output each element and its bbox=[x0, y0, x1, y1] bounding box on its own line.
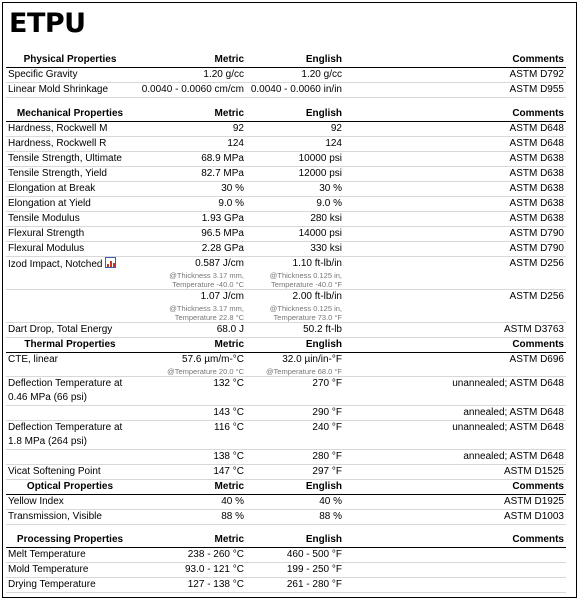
section-physical-properties bbox=[6, 53, 566, 98]
table-row bbox=[6, 212, 566, 227]
property-name bbox=[6, 510, 134, 525]
section-heading: Processing Properties bbox=[6, 533, 134, 548]
english-header: English bbox=[246, 480, 344, 495]
english-cell-value: 30 % bbox=[319, 183, 342, 194]
section-processing-properties bbox=[6, 533, 566, 593]
test-condition: @Temperature 20.0 °C bbox=[167, 367, 244, 376]
english-cell-value: 240 °F bbox=[312, 422, 342, 433]
section-heading: Physical Properties bbox=[6, 53, 134, 68]
english-cell bbox=[246, 563, 344, 578]
section-heading: Mechanical Properties bbox=[6, 107, 134, 122]
english-cell bbox=[246, 212, 344, 227]
metric-cell-value: 124 bbox=[227, 138, 244, 149]
english-cell bbox=[246, 578, 344, 593]
comment-cell bbox=[344, 563, 566, 578]
english-header: English bbox=[246, 533, 344, 548]
property-label: Hardness, Rockwell M bbox=[8, 123, 108, 134]
metric-cell bbox=[134, 548, 246, 563]
metric-cell-value: 68.0 J bbox=[216, 324, 244, 335]
property-label: CTE, linear bbox=[8, 354, 59, 365]
metric-cell bbox=[134, 578, 246, 593]
comment-cell: ASTM D638 bbox=[344, 212, 566, 227]
table-row bbox=[6, 495, 566, 510]
property-name bbox=[6, 323, 134, 338]
english-cell bbox=[246, 548, 344, 563]
metric-cell-value: 127 - 138 °C bbox=[187, 579, 244, 590]
property-name bbox=[6, 465, 134, 480]
table-header-row bbox=[6, 480, 566, 495]
test-condition: @Thickness 3.17 mm, bbox=[169, 271, 244, 280]
english-cell-value: 280 ksi bbox=[310, 213, 342, 224]
metric-header: Metric bbox=[134, 107, 246, 122]
comment-cell: ASTM D638 bbox=[344, 182, 566, 197]
metric-header: Metric bbox=[134, 53, 246, 68]
table-row bbox=[6, 68, 566, 83]
metric-cell bbox=[134, 450, 246, 465]
english-cell bbox=[246, 242, 344, 257]
metric-cell bbox=[134, 257, 246, 290]
metric-cell-value: 93.0 - 121 °C bbox=[184, 564, 244, 575]
property-name bbox=[6, 68, 134, 83]
metric-cell bbox=[134, 421, 246, 450]
table-row bbox=[6, 377, 566, 406]
table-row bbox=[6, 242, 566, 257]
english-cell bbox=[246, 122, 344, 137]
metric-cell bbox=[134, 152, 246, 167]
metric-cell bbox=[134, 242, 246, 257]
property-name bbox=[6, 353, 134, 377]
properties-table bbox=[6, 480, 566, 525]
property-label: Tensile Strength, Ultimate bbox=[8, 153, 122, 164]
test-condition: @Thickness 3.17 mm, bbox=[169, 304, 244, 313]
table-header-row bbox=[6, 338, 566, 353]
property-name bbox=[6, 182, 134, 197]
table-header-row bbox=[6, 107, 566, 122]
property-label: Vicat Softening Point bbox=[8, 466, 101, 477]
property-name bbox=[6, 167, 134, 182]
metric-cell-value: 1.93 GPa bbox=[201, 213, 244, 224]
comment-cell: annealed; ASTM D648 bbox=[344, 406, 566, 421]
english-cell-value: 261 - 280 °F bbox=[286, 579, 342, 590]
test-condition: @Thickness 0.125 in, bbox=[269, 304, 342, 313]
property-label: Hardness, Rockwell R bbox=[8, 138, 107, 149]
english-cell bbox=[246, 152, 344, 167]
metric-cell-value: 96.5 MPa bbox=[201, 228, 244, 239]
metric-cell-value: 9.0 % bbox=[218, 198, 244, 209]
test-condition: @Thickness 0.125 in, bbox=[269, 271, 342, 280]
properties-table bbox=[6, 533, 566, 593]
comment-cell: ASTM D792 bbox=[344, 68, 566, 83]
english-cell-value: 40 % bbox=[319, 496, 342, 507]
test-condition: @Temperature 68.0 °F bbox=[265, 367, 342, 376]
english-cell bbox=[246, 377, 344, 406]
comment-cell: ASTM D1525 bbox=[344, 465, 566, 480]
metric-cell-value: 0.587 J/cm bbox=[195, 258, 244, 269]
metric-cell-value: 1.07 J/cm bbox=[200, 291, 244, 302]
metric-cell bbox=[134, 182, 246, 197]
comment-cell bbox=[344, 578, 566, 593]
table-row bbox=[6, 353, 566, 377]
english-cell-value: 270 °F bbox=[312, 378, 342, 389]
english-cell-value: 1.10 ft-lb/in bbox=[292, 258, 342, 269]
property-name bbox=[6, 137, 134, 152]
table-row bbox=[6, 122, 566, 137]
english-header: English bbox=[246, 53, 344, 68]
property-name bbox=[6, 406, 134, 421]
english-cell bbox=[246, 197, 344, 212]
metric-cell-value: 68.9 MPa bbox=[201, 153, 244, 164]
metric-header: Metric bbox=[134, 338, 246, 353]
comment-cell: ASTM D1925 bbox=[344, 495, 566, 510]
metric-cell bbox=[134, 83, 246, 98]
english-cell-value: 32.0 µin/in-°F bbox=[282, 354, 342, 365]
table-row bbox=[6, 450, 566, 465]
property-label: Izod Impact, Notched bbox=[8, 259, 103, 270]
metric-cell-value: 92 bbox=[232, 123, 244, 134]
english-cell bbox=[246, 227, 344, 242]
section-heading: Optical Properties bbox=[6, 480, 134, 495]
english-cell-value: 88 % bbox=[319, 511, 342, 522]
metric-cell bbox=[134, 495, 246, 510]
metric-cell-value: 0.0040 - 0.0060 cm/cm bbox=[141, 84, 244, 95]
comment-cell: ASTM D648 bbox=[344, 137, 566, 152]
comment-cell: ASTM D256 bbox=[344, 257, 566, 290]
property-label: Mold Temperature bbox=[8, 564, 89, 575]
test-condition: Temperature 22.8 °C bbox=[174, 313, 244, 322]
english-cell-value: 124 bbox=[325, 138, 342, 149]
comment-cell: ASTM D638 bbox=[344, 197, 566, 212]
table-row bbox=[6, 83, 566, 98]
metric-cell-value: 2.28 GPa bbox=[201, 243, 244, 254]
english-cell bbox=[246, 290, 344, 323]
comment-cell: unannealed; ASTM D648 bbox=[344, 421, 566, 450]
metric-header: Metric bbox=[134, 533, 246, 548]
metric-cell bbox=[134, 323, 246, 338]
english-cell bbox=[246, 406, 344, 421]
property-label: Transmission, Visible bbox=[8, 511, 102, 522]
metric-cell bbox=[134, 563, 246, 578]
test-condition: Temperature -40.0 °C bbox=[172, 280, 244, 289]
metric-cell bbox=[134, 510, 246, 525]
section-heading: Thermal Properties bbox=[6, 338, 134, 353]
section-thermal-properties bbox=[6, 338, 566, 480]
table-row bbox=[6, 563, 566, 578]
property-label: Tensile Modulus bbox=[8, 213, 80, 224]
english-cell bbox=[246, 465, 344, 480]
property-name bbox=[6, 212, 134, 227]
metric-header: Metric bbox=[134, 480, 246, 495]
metric-cell-value: 30 % bbox=[221, 183, 244, 194]
english-cell bbox=[246, 83, 344, 98]
property-name bbox=[6, 548, 134, 563]
comment-cell: ASTM D256 bbox=[344, 290, 566, 323]
test-condition: Temperature 73.0 °F bbox=[273, 313, 342, 322]
comment-cell: ASTM D696 bbox=[344, 353, 566, 377]
metric-cell bbox=[134, 353, 246, 377]
metric-cell bbox=[134, 122, 246, 137]
english-cell-value: 290 °F bbox=[312, 407, 342, 418]
chart-icon[interactable] bbox=[105, 257, 116, 268]
metric-cell-value: 82.7 MPa bbox=[201, 168, 244, 179]
test-condition: Temperature -40.0 °F bbox=[271, 280, 342, 289]
comment-cell: ASTM D648 bbox=[344, 122, 566, 137]
metric-cell-value: 138 °C bbox=[213, 451, 244, 462]
table-row bbox=[6, 406, 566, 421]
table-row bbox=[6, 323, 566, 338]
english-header: English bbox=[246, 338, 344, 353]
table-row bbox=[6, 510, 566, 525]
property-name bbox=[6, 227, 134, 242]
table-row bbox=[6, 578, 566, 593]
english-cell-value: 2.00 ft-lb/in bbox=[292, 291, 342, 302]
property-label: Dart Drop, Total Energy bbox=[8, 324, 113, 335]
metric-cell-value: 1.20 g/cc bbox=[203, 69, 244, 80]
comment-cell bbox=[344, 548, 566, 563]
property-name bbox=[6, 197, 134, 212]
english-cell bbox=[246, 137, 344, 152]
comments-header: Comments bbox=[344, 533, 566, 548]
english-cell-value: 199 - 250 °F bbox=[286, 564, 342, 575]
table-row bbox=[6, 137, 566, 152]
english-cell bbox=[246, 510, 344, 525]
properties-table bbox=[6, 53, 566, 98]
metric-cell bbox=[134, 406, 246, 421]
section-mechanical-properties bbox=[6, 107, 566, 338]
page-title: ETPU bbox=[9, 8, 86, 39]
english-cell-value: 0.0040 - 0.0060 in/in bbox=[250, 84, 342, 95]
english-cell-value: 1.20 g/cc bbox=[301, 69, 342, 80]
metric-cell bbox=[134, 212, 246, 227]
comments-header: Comments bbox=[344, 107, 566, 122]
property-label: Deflection Temperature at 1.8 MPa (264 psi) bbox=[8, 422, 123, 447]
metric-cell-value: 132 °C bbox=[213, 378, 244, 389]
english-cell bbox=[246, 353, 344, 377]
metric-cell bbox=[134, 167, 246, 182]
property-label: Flexural Modulus bbox=[8, 243, 85, 254]
english-cell-value: 280 °F bbox=[312, 451, 342, 462]
property-name bbox=[6, 83, 134, 98]
english-cell bbox=[246, 167, 344, 182]
property-name bbox=[6, 421, 134, 450]
english-cell bbox=[246, 421, 344, 450]
property-label: Drying Temperature bbox=[8, 579, 96, 590]
property-name bbox=[6, 578, 134, 593]
english-cell-value: 10000 psi bbox=[298, 153, 342, 164]
comments-header: Comments bbox=[344, 53, 566, 68]
table-row bbox=[6, 290, 566, 323]
english-cell bbox=[246, 450, 344, 465]
english-cell bbox=[246, 323, 344, 338]
property-name bbox=[6, 563, 134, 578]
english-cell bbox=[246, 68, 344, 83]
english-cell-value: 330 ksi bbox=[310, 243, 342, 254]
comment-cell: ASTM D1003 bbox=[344, 510, 566, 525]
metric-cell bbox=[134, 68, 246, 83]
property-name bbox=[6, 377, 134, 406]
english-cell-value: 9.0 % bbox=[316, 198, 342, 209]
comments-header: Comments bbox=[344, 480, 566, 495]
property-name bbox=[6, 122, 134, 137]
table-header-row bbox=[6, 53, 566, 68]
properties-table bbox=[6, 338, 566, 480]
metric-cell-value: 238 - 260 °C bbox=[187, 549, 244, 560]
english-header: English bbox=[246, 107, 344, 122]
table-row bbox=[6, 182, 566, 197]
table-row bbox=[6, 227, 566, 242]
comments-header: Comments bbox=[344, 338, 566, 353]
comment-cell: ASTM D955 bbox=[344, 83, 566, 98]
table-row bbox=[6, 167, 566, 182]
table-row bbox=[6, 152, 566, 167]
english-cell bbox=[246, 495, 344, 510]
property-label: Specific Gravity bbox=[8, 69, 78, 80]
property-label: Tensile Strength, Yield bbox=[8, 168, 107, 179]
property-name bbox=[6, 152, 134, 167]
metric-cell-value: 143 °C bbox=[213, 407, 244, 418]
property-label: Linear Mold Shrinkage bbox=[8, 84, 109, 95]
table-row bbox=[6, 465, 566, 480]
metric-cell-value: 40 % bbox=[221, 496, 244, 507]
property-label: Flexural Strength bbox=[8, 228, 85, 239]
property-name bbox=[6, 257, 134, 290]
comment-cell: ASTM D790 bbox=[344, 242, 566, 257]
comment-cell: ASTM D638 bbox=[344, 152, 566, 167]
metric-cell-value: 88 % bbox=[221, 511, 244, 522]
english-cell bbox=[246, 182, 344, 197]
property-label: Yellow Index bbox=[8, 496, 64, 507]
metric-cell-value: 116 °C bbox=[214, 422, 244, 433]
comment-cell: annealed; ASTM D648 bbox=[344, 450, 566, 465]
metric-cell bbox=[134, 197, 246, 212]
english-cell-value: 460 - 500 °F bbox=[286, 549, 342, 560]
table-row bbox=[6, 548, 566, 563]
comment-cell: ASTM D638 bbox=[344, 167, 566, 182]
metric-cell-value: 57.6 µm/m-°C bbox=[182, 354, 244, 365]
metric-cell bbox=[134, 227, 246, 242]
english-cell bbox=[246, 257, 344, 290]
comment-cell: ASTM D790 bbox=[344, 227, 566, 242]
table-row bbox=[6, 197, 566, 212]
metric-cell bbox=[134, 377, 246, 406]
property-label: Melt Temperature bbox=[8, 549, 86, 560]
english-cell-value: 50.2 ft-lb bbox=[303, 324, 342, 335]
metric-cell-value: 147 °C bbox=[213, 466, 244, 477]
table-header-row bbox=[6, 533, 566, 548]
properties-table bbox=[6, 107, 566, 338]
property-label: Deflection Temperature at 0.46 MPa (66 psi) bbox=[8, 378, 123, 403]
english-cell-value: 12000 psi bbox=[298, 168, 342, 179]
english-cell-value: 92 bbox=[330, 123, 342, 134]
metric-cell bbox=[134, 465, 246, 480]
property-label: Elongation at Break bbox=[8, 183, 96, 194]
property-name bbox=[6, 290, 134, 323]
comment-cell: ASTM D3763 bbox=[344, 323, 566, 338]
section-optical-properties bbox=[6, 480, 566, 525]
metric-cell bbox=[134, 137, 246, 152]
table-row bbox=[6, 257, 566, 290]
english-cell-value: 14000 psi bbox=[298, 228, 342, 239]
property-label: Elongation at Yield bbox=[8, 198, 91, 209]
english-cell-value: 297 °F bbox=[312, 466, 342, 477]
comment-cell: unannealed; ASTM D648 bbox=[344, 377, 566, 406]
property-name bbox=[6, 495, 134, 510]
metric-cell bbox=[134, 290, 246, 323]
property-name bbox=[6, 450, 134, 465]
table-row bbox=[6, 421, 566, 450]
property-name bbox=[6, 242, 134, 257]
